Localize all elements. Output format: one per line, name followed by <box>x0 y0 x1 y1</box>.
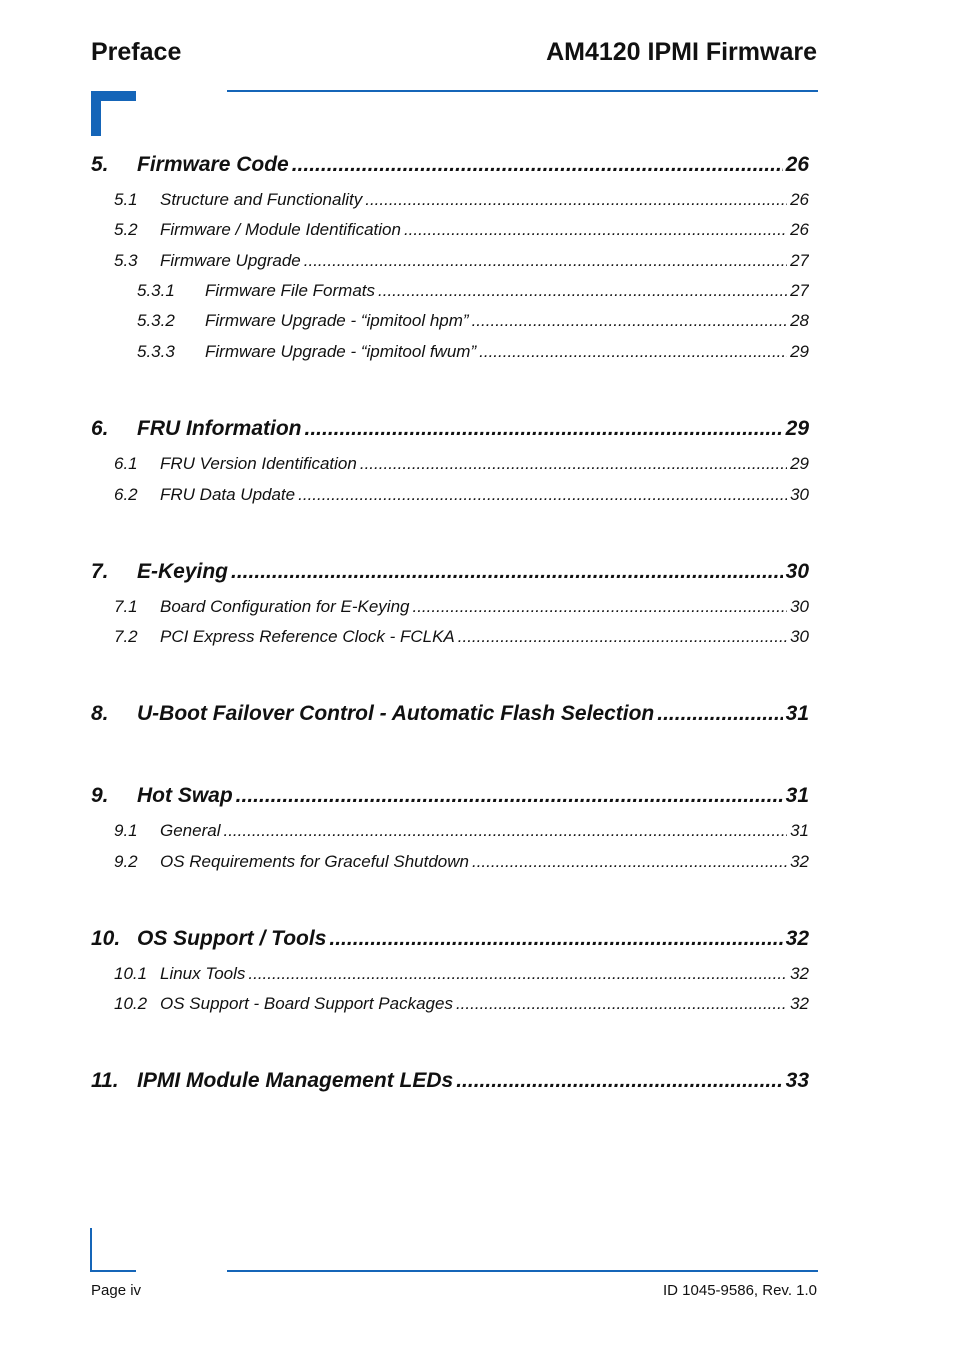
toc-page: 31 <box>785 702 809 725</box>
toc-title: Board Configuration for E-Keying <box>160 597 410 616</box>
toc-page: 31 <box>785 784 809 807</box>
toc-page: 30 <box>790 485 809 504</box>
toc-page: 26 <box>785 153 809 176</box>
toc-entry[interactable] <box>91 190 809 210</box>
toc-number: 6.1 <box>114 454 138 473</box>
toc-number: 6.2 <box>114 485 138 504</box>
toc-entry[interactable] <box>91 153 809 177</box>
toc-page: 29 <box>785 417 809 440</box>
header-rule <box>227 90 818 92</box>
toc-number: 11. <box>91 1069 119 1092</box>
toc-entry[interactable] <box>91 342 809 362</box>
toc-entry[interactable] <box>91 927 809 951</box>
toc-entry[interactable] <box>91 821 809 841</box>
toc-title: Structure and Functionality <box>160 190 363 209</box>
header-section: Preface <box>91 38 182 66</box>
toc-title: PCI Express Reference Clock - FCLKA <box>160 627 455 646</box>
toc-number: 10. <box>91 927 121 950</box>
toc-entry[interactable] <box>91 251 809 271</box>
toc-number: 5.3.3 <box>137 342 175 361</box>
toc-title: OS Requirements for Graceful Shutdown <box>160 852 469 871</box>
toc-title: FRU Information <box>137 417 302 440</box>
toc-page: 29 <box>790 342 809 361</box>
toc-entry[interactable] <box>91 281 809 301</box>
toc-entry[interactable] <box>91 784 809 808</box>
toc-title: IPMI Module Management LEDs <box>137 1069 454 1092</box>
toc-page: 32 <box>790 994 809 1013</box>
toc-entry[interactable] <box>91 311 809 331</box>
toc-number: 8. <box>91 702 109 725</box>
toc-title: FRU Data Update <box>160 485 296 504</box>
toc-title: E-Keying <box>137 560 229 583</box>
toc-entry[interactable] <box>91 597 809 617</box>
toc-number: 7.1 <box>114 597 138 616</box>
toc-entry[interactable] <box>91 964 809 984</box>
toc-page: 31 <box>790 821 809 840</box>
toc-number: 6. <box>91 417 109 440</box>
toc-entry[interactable] <box>91 994 809 1014</box>
toc-number: 7. <box>91 560 109 583</box>
toc-entry[interactable] <box>91 852 809 872</box>
toc-title: General <box>160 821 221 840</box>
toc-entry[interactable] <box>91 1069 809 1093</box>
toc-title: FRU Version Identification <box>160 454 357 473</box>
toc-page: 32 <box>790 852 809 871</box>
toc-title: Hot Swap <box>137 784 233 807</box>
header-doc-title: AM4120 IPMI Firmware <box>546 38 817 66</box>
toc-number: 7.2 <box>114 627 138 646</box>
toc-page: 30 <box>785 560 809 583</box>
toc-entry[interactable] <box>91 417 809 441</box>
footer-doc-id: ID 1045-9586, Rev. 1.0 <box>663 1282 817 1299</box>
toc-page: 30 <box>790 597 809 616</box>
toc-entry[interactable] <box>91 485 809 505</box>
toc-page: 27 <box>790 251 809 270</box>
toc-number: 10.2 <box>114 994 148 1013</box>
toc-title: Linux Tools <box>160 964 246 983</box>
toc-entry[interactable] <box>91 560 809 584</box>
toc-page: 26 <box>790 190 809 209</box>
toc-title: Firmware File Formats <box>205 281 376 300</box>
toc-entry[interactable] <box>91 627 809 647</box>
toc-number: 5.2 <box>114 220 138 239</box>
toc-entry[interactable] <box>91 454 809 474</box>
corner-mark-bottom <box>90 1228 136 1272</box>
toc-entry[interactable] <box>91 702 809 726</box>
toc-number: 5. <box>91 153 109 176</box>
toc-page: 27 <box>790 281 809 300</box>
toc-number: 9.1 <box>114 821 138 840</box>
toc-title: OS Support - Board Support Packages <box>160 994 453 1013</box>
footer-rule <box>227 1270 818 1272</box>
toc-number: 5.3.1 <box>137 281 175 300</box>
toc-number: 9. <box>91 784 109 807</box>
toc-title: Firmware Code <box>137 153 289 176</box>
toc-page: 28 <box>790 311 809 330</box>
toc-title: Firmware Upgrade <box>160 251 301 270</box>
toc-number: 5.1 <box>114 190 138 209</box>
toc-title: Firmware Upgrade - “ipmitool hpm” <box>205 311 469 330</box>
toc-page: 26 <box>790 220 809 239</box>
toc-number: 5.3.2 <box>137 311 175 330</box>
toc-number: 5.3 <box>114 251 138 270</box>
toc-title: Firmware Upgrade - “ipmitool fwum” <box>205 342 477 361</box>
toc-page: 32 <box>785 927 809 950</box>
toc-page: 32 <box>790 964 809 983</box>
toc-title: OS Support / Tools <box>137 927 327 950</box>
footer-page-label: Page iv <box>91 1282 142 1299</box>
toc-title: Firmware / Module Identification <box>160 220 401 239</box>
toc-title: U-Boot Failover Control - Automatic Flash Selection <box>137 702 655 725</box>
toc-entry[interactable] <box>91 220 809 240</box>
corner-mark-top <box>91 91 136 136</box>
toc-page: 30 <box>790 627 809 646</box>
toc-number: 10.1 <box>114 964 148 983</box>
toc-page: 29 <box>790 454 809 473</box>
toc-number: 9.2 <box>114 852 138 871</box>
toc-page: 33 <box>785 1069 809 1092</box>
